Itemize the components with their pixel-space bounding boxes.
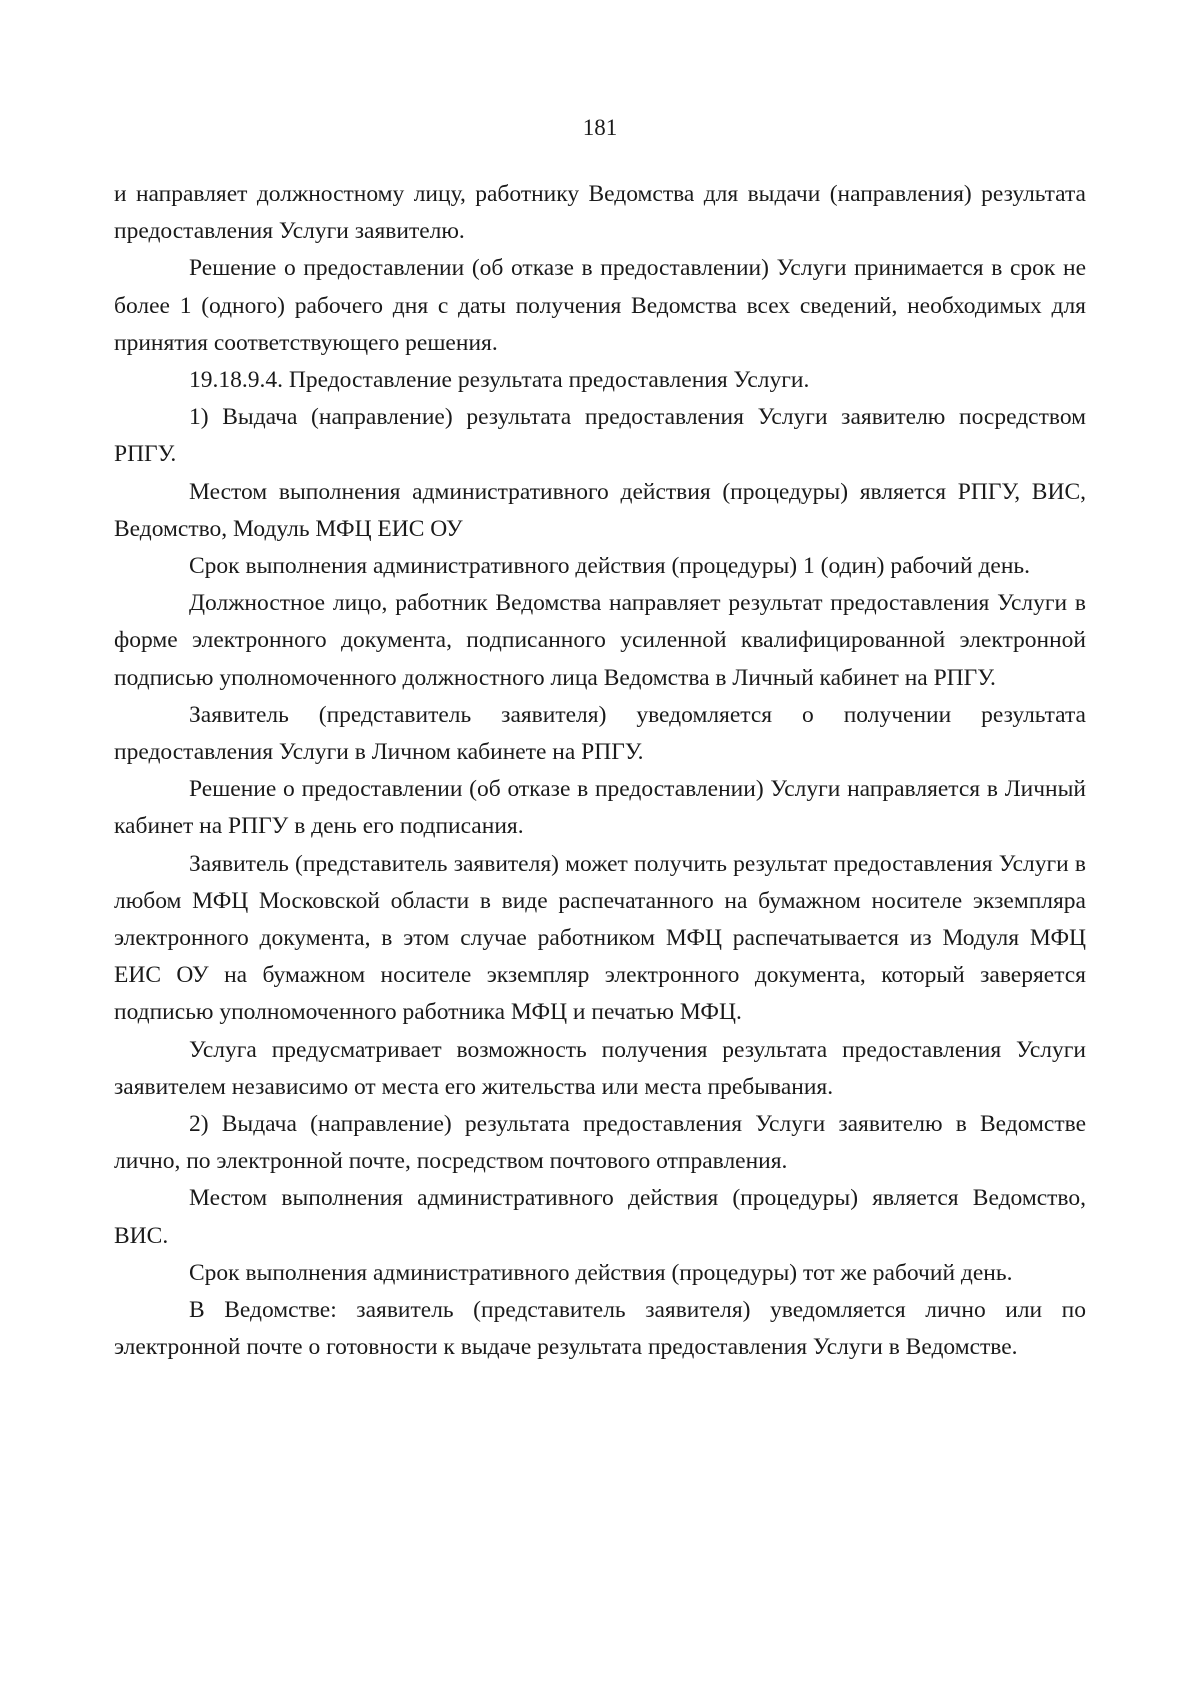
paragraph: Решение о предоставлении (об отказе в предоставлении) Услуги направляется в Личный кабинет на РПГУ в день его подписания. xyxy=(114,776,1086,840)
paragraph: и направляет должностному лицу, работнику Ведомства для выдачи (направления) результата предоставления Услуги заявителю. xyxy=(114,181,1086,245)
paragraph: Срок выполнения административного действия (процедуры) 1 (один) рабочий день. xyxy=(189,553,1031,580)
paragraph: Местом выполнения административного действия (процедуры) является РПГУ, ВИС, Ведомство, Модуль МФЦ ЕИС ОУ xyxy=(114,478,1086,542)
paragraph: Местом выполнения административного действия (процедуры) является Ведомство, ВИС. xyxy=(114,1185,1086,1249)
paragraph: Должностное лицо, работник Ведомства направляет результат предоставления Услуги в форме электронного документа, подписанного усиленной квалифицированной электронной подписью уполномоченного должностного лица Ведомства в Личный кабинет на РПГУ. xyxy=(114,590,1086,691)
document-body xyxy=(114,176,1086,1367)
paragraph: В Ведомстве: заявитель (представитель заявителя) уведомляется лично или по электронной почте о готовности к выдаче результата предоставления Услуги в Ведомстве. xyxy=(114,1297,1086,1361)
paragraph: Срок выполнения административного действия (процедуры) тот же рабочий день. xyxy=(189,1259,1013,1286)
paragraph: Заявитель (представитель заявителя) может получить результат предоставления Услуги в любом МФЦ Московской области в виде распечатанного на бумажном носителе экземпляра электронного документа, в этом случае работником МФЦ распечатывается из Модуля МФЦ ЕИС ОУ на бумажном носителе экземпляр электронного документа, который заверяется подписью уполномоченного работника МФЦ и печатью МФЦ. xyxy=(114,850,1086,1026)
paragraph: Услуга предусматривает возможность получения результата предоставления Услуги заявителем независимо от места его жительства или места пребывания. xyxy=(114,1036,1086,1100)
page-number: 181 xyxy=(582,115,618,140)
paragraph: Заявитель (представитель заявителя) уведомляется о получении результата предоставления Услуги в Личном кабинете на РПГУ. xyxy=(114,701,1086,766)
list-item: 2) Выдача (направление) результата предоставления Услуги заявителю в Ведомстве лично, по электронной почте, посредством почтового отправления. xyxy=(114,1111,1086,1175)
paragraph: Решение о предоставлении (об отказе в предоставлении) Услуги принимается в срок не более 1 (одного) рабочего дня с даты получения Ведомства всех сведений, необходимых для принятия соответствующего решения. xyxy=(114,255,1086,356)
section-heading: 19.18.9.4. Предоставление результата предоставления Услуги. xyxy=(189,367,810,394)
list-item: 1) Выдача (направление) результата предоставления Услуги заявителю посредством РПГУ. xyxy=(114,404,1086,468)
